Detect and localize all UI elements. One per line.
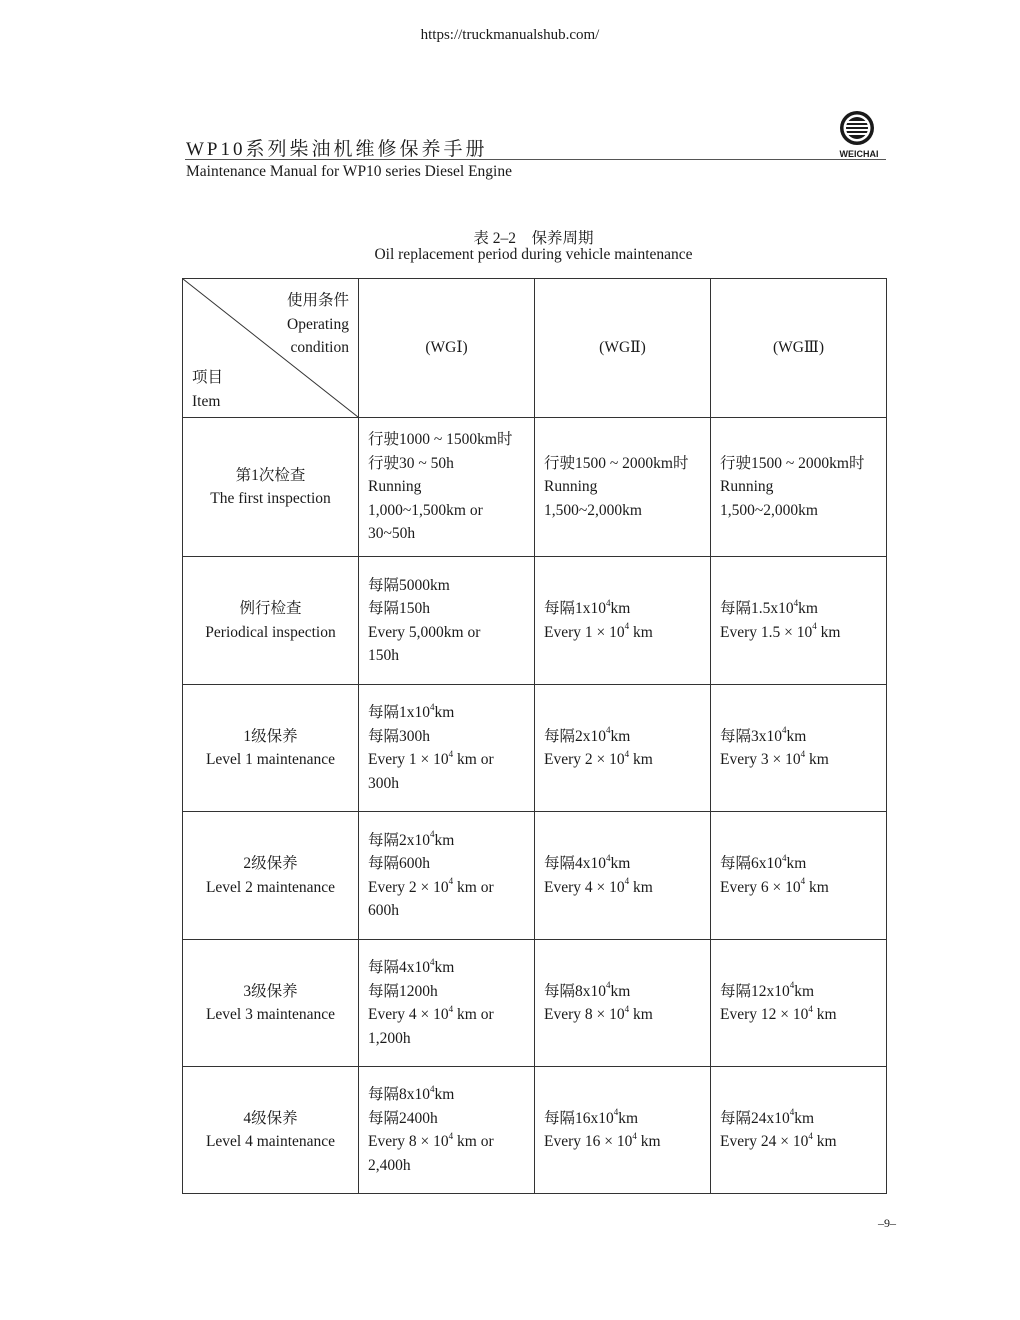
interval-unit: km (434, 959, 455, 976)
table-row (183, 557, 887, 685)
interval-text: 每隔2x10 (544, 727, 607, 745)
interval-line: Running (544, 478, 598, 496)
row-label-cn: 例行检查 (239, 600, 302, 617)
interval-unit: km (434, 704, 455, 721)
condition-label-en-1: Operating (287, 315, 349, 333)
interval-cell (711, 418, 887, 557)
interval-text: 每隔12x10 (720, 982, 790, 1000)
row-label-en: Level 1 maintenance (205, 751, 336, 768)
manual-title-en: Maintenance Manual for WP10 series Diesel Engine (186, 163, 512, 180)
row-header-cell (183, 812, 359, 940)
row-label-cn: 第1次检查 (235, 466, 306, 484)
interval-cell (535, 940, 711, 1067)
interval-text: 每隔8x10 (544, 982, 607, 1000)
row-header-cell (183, 557, 359, 685)
interval-cell (535, 812, 711, 940)
interval-text: Every 2 × 10 (544, 751, 625, 768)
interval-line: 300h (368, 774, 399, 792)
exponent: 4 (782, 725, 787, 736)
table-caption-cn: 表 2–2 保养周期 (473, 230, 594, 247)
interval-line (544, 621, 701, 645)
interval-line: 行驶30 ~ 50h (368, 454, 454, 472)
interval-line (720, 597, 877, 621)
interval-line: 每隔5000km (368, 576, 450, 594)
interval-unit: km (816, 623, 841, 641)
interval-text: 每隔3x10 (720, 727, 783, 745)
interval-line (368, 1083, 525, 1107)
interval-unit: km or (453, 1133, 494, 1150)
interval-unit: km (629, 878, 653, 896)
interval-text: 每隔6x10 (720, 855, 783, 872)
interval-line: Running (720, 478, 774, 496)
interval-unit: km (618, 1109, 639, 1127)
interval-line: Every 5,000km or (368, 623, 481, 641)
interval-line (720, 621, 877, 645)
interval-cell (711, 557, 887, 685)
row-label-cn: 4级保养 (243, 1109, 298, 1127)
exponent: 4 (782, 852, 787, 863)
exponent: 4 (808, 1003, 813, 1014)
interval-line (368, 876, 525, 900)
interval-line (368, 748, 525, 772)
table-row (183, 812, 887, 940)
exponent: 4 (606, 980, 611, 991)
table-caption-en: Oil replacement period during vehicle maintenance (374, 246, 693, 263)
interval-unit: km (786, 727, 807, 745)
interval-text: Every 6 × 10 (720, 878, 801, 896)
interval-cell (711, 812, 887, 940)
interval-line (544, 748, 701, 772)
interval-text: 每隔8x10 (368, 1086, 431, 1103)
interval-unit: km (434, 831, 455, 849)
interval-cell (359, 940, 535, 1067)
interval-cell (359, 418, 535, 557)
interval-line: Running (368, 478, 422, 496)
interval-line: 每隔300h (368, 727, 431, 745)
exponent: 4 (800, 748, 806, 759)
interval-text: 每隔4x10 (368, 959, 431, 976)
interval-cell (711, 685, 887, 812)
interval-unit: km (629, 623, 653, 641)
interval-line: 行驶1500 ~ 2000km时 (544, 454, 689, 472)
interval-line (544, 852, 701, 876)
row-label-en: Level 4 maintenance (205, 1133, 336, 1150)
interval-unit: km (786, 855, 807, 872)
interval-unit: km (629, 1006, 653, 1023)
corner-header-cell (183, 279, 359, 418)
row-label-en: Periodical inspection (205, 623, 336, 641)
interval-text: Every 16 × 10 (544, 1133, 633, 1150)
exponent: 4 (800, 876, 806, 887)
interval-unit: km (805, 751, 829, 768)
interval-cell (535, 557, 711, 685)
table-row (183, 1067, 887, 1194)
interval-unit: km (610, 982, 631, 1000)
interval-text: Every 8 × 10 (368, 1133, 449, 1150)
interval-line (544, 1003, 701, 1027)
exponent: 4 (812, 621, 817, 632)
interval-unit: km (794, 982, 815, 1000)
exponent: 4 (448, 1003, 454, 1014)
interval-line (720, 1003, 877, 1027)
interval-unit: km (434, 1086, 455, 1103)
interval-line: 150h (368, 647, 399, 664)
logo-text: WEICHAI (839, 149, 879, 159)
interval-cell (359, 685, 535, 812)
exponent: 4 (613, 1107, 619, 1118)
interval-cell (711, 1067, 887, 1194)
interval-unit: km (636, 1133, 661, 1150)
interval-line (544, 725, 701, 749)
interval-unit: km (798, 600, 818, 617)
interval-line: 2,400h (368, 1156, 411, 1174)
interval-line (720, 725, 877, 749)
exponent: 4 (448, 1130, 454, 1141)
interval-text: Every 1 × 10 (368, 751, 449, 768)
interval-line (368, 956, 525, 980)
weichai-logo-icon (833, 108, 885, 160)
exponent: 4 (808, 1130, 813, 1141)
interval-unit: km (610, 727, 631, 745)
column-header-wg3: (WGⅢ) (711, 279, 887, 418)
interval-line (544, 1130, 701, 1154)
interval-cell (359, 557, 535, 685)
row-header-cell (183, 1067, 359, 1194)
interval-line: 每隔1200h (368, 982, 438, 1000)
interval-cell (535, 685, 711, 812)
interval-text: Every 12 × 10 (720, 1006, 809, 1023)
row-label-en: The first inspection (210, 490, 331, 507)
interval-unit: km or (453, 1006, 494, 1023)
table-row (183, 940, 887, 1067)
interval-text: 每隔4x10 (544, 855, 607, 872)
row-header-cell (183, 418, 359, 557)
interval-text: Every 24 × 10 (720, 1133, 809, 1150)
interval-text: 每隔2x10 (368, 831, 431, 849)
exponent: 4 (624, 1003, 630, 1014)
exponent: 4 (624, 876, 630, 887)
interval-cell (711, 940, 887, 1067)
table-row (183, 685, 887, 812)
column-header-wg1: (WGⅠ) (359, 279, 535, 418)
interval-text: 每隔1.5x10 (720, 600, 794, 617)
exponent: 4 (632, 1130, 637, 1141)
exponent: 4 (430, 1083, 435, 1094)
interval-text: Every 4 × 10 (544, 878, 625, 896)
interval-cell (535, 418, 711, 557)
interval-unit: km (812, 1133, 837, 1150)
interval-cell (535, 1067, 711, 1194)
table-header-row (183, 279, 887, 418)
interval-text: Every 1.5 × 10 (720, 623, 813, 641)
interval-line (720, 852, 877, 876)
interval-text: Every 1 × 10 (544, 623, 625, 641)
interval-line (368, 829, 525, 853)
interval-line: 行驶1000 ~ 1500km时 (368, 431, 513, 449)
exponent: 4 (624, 621, 630, 632)
interval-line: 每隔600h (368, 855, 431, 872)
interval-text: Every 8 × 10 (544, 1006, 625, 1023)
exponent: 4 (448, 876, 454, 887)
interval-text: 每隔1x10 (544, 600, 607, 617)
interval-cell (359, 812, 535, 940)
exponent: 4 (606, 852, 611, 863)
manual-title-cn: WP10系列柴油机维修保养手册 (186, 139, 488, 160)
interval-line: 600h (368, 902, 399, 919)
interval-line (368, 1003, 525, 1027)
page-number: –9– (878, 1216, 896, 1230)
item-label-cn: 项目 (192, 369, 224, 386)
item-label-en: Item (192, 392, 221, 410)
row-label-cn: 2级保养 (243, 855, 298, 872)
interval-line (720, 1130, 877, 1154)
interval-line (544, 980, 701, 1004)
interval-line (544, 876, 701, 900)
interval-line: 1,500~2,000km (720, 501, 818, 519)
row-label-cn: 3级保养 (243, 982, 298, 1000)
interval-unit: km (794, 1109, 815, 1127)
row-header-cell (183, 685, 359, 812)
exponent: 4 (624, 748, 630, 759)
exponent: 4 (606, 597, 611, 608)
interval-text: Every 4 × 10 (368, 1006, 449, 1023)
column-header-wg2: (WGⅡ) (535, 279, 711, 418)
interval-unit: km or (453, 878, 494, 896)
exponent: 4 (430, 701, 435, 712)
interval-cell (359, 1067, 535, 1194)
interval-line: 1,200h (368, 1029, 411, 1047)
interval-line (368, 1130, 525, 1154)
interval-line: 每隔2400h (368, 1109, 438, 1127)
interval-line: 1,000~1,500km or (368, 501, 483, 519)
interval-unit: km (629, 751, 653, 768)
interval-line (544, 1107, 701, 1131)
row-label-en: Level 2 maintenance (205, 878, 336, 896)
interval-text: 每隔24x10 (720, 1109, 790, 1127)
interval-line (720, 980, 877, 1004)
exponent: 4 (430, 956, 435, 967)
interval-line (720, 1107, 877, 1131)
interval-line (720, 876, 877, 900)
interval-line: 行驶1500 ~ 2000km时 (720, 454, 865, 472)
exponent: 4 (430, 829, 435, 840)
interval-line: 30~50h (368, 525, 416, 543)
table-row (183, 418, 887, 557)
interval-line: 1,500~2,000km (544, 501, 642, 519)
exponent: 4 (606, 725, 611, 736)
exponent: 4 (793, 597, 799, 608)
condition-label-en-2: condition (290, 339, 349, 356)
condition-label-cn: 使用条件 (286, 292, 349, 309)
interval-text: 每隔16x10 (544, 1109, 614, 1127)
row-header-cell (183, 940, 359, 1067)
exponent: 4 (448, 748, 454, 759)
interval-line: 每隔150h (368, 600, 431, 617)
exponent: 4 (789, 980, 795, 991)
interval-unit: km or (453, 751, 494, 768)
exponent: 4 (789, 1107, 795, 1118)
interval-text: Every 2 × 10 (368, 878, 449, 896)
interval-line (368, 701, 525, 725)
row-label-en: Level 3 maintenance (205, 1006, 336, 1023)
interval-unit: km (610, 600, 631, 617)
interval-line (720, 748, 877, 772)
header-divider (185, 159, 886, 160)
interval-unit: km (812, 1006, 837, 1023)
interval-text: 每隔1x10 (368, 704, 431, 721)
source-url[interactable]: https://truckmanualshub.com/ (420, 27, 600, 43)
maintenance-period-table (182, 278, 887, 1194)
interval-unit: km (805, 878, 829, 896)
interval-unit: km (610, 855, 631, 872)
interval-line (544, 597, 701, 621)
row-label-cn: 1级保养 (243, 727, 298, 745)
interval-text: Every 3 × 10 (720, 751, 801, 768)
